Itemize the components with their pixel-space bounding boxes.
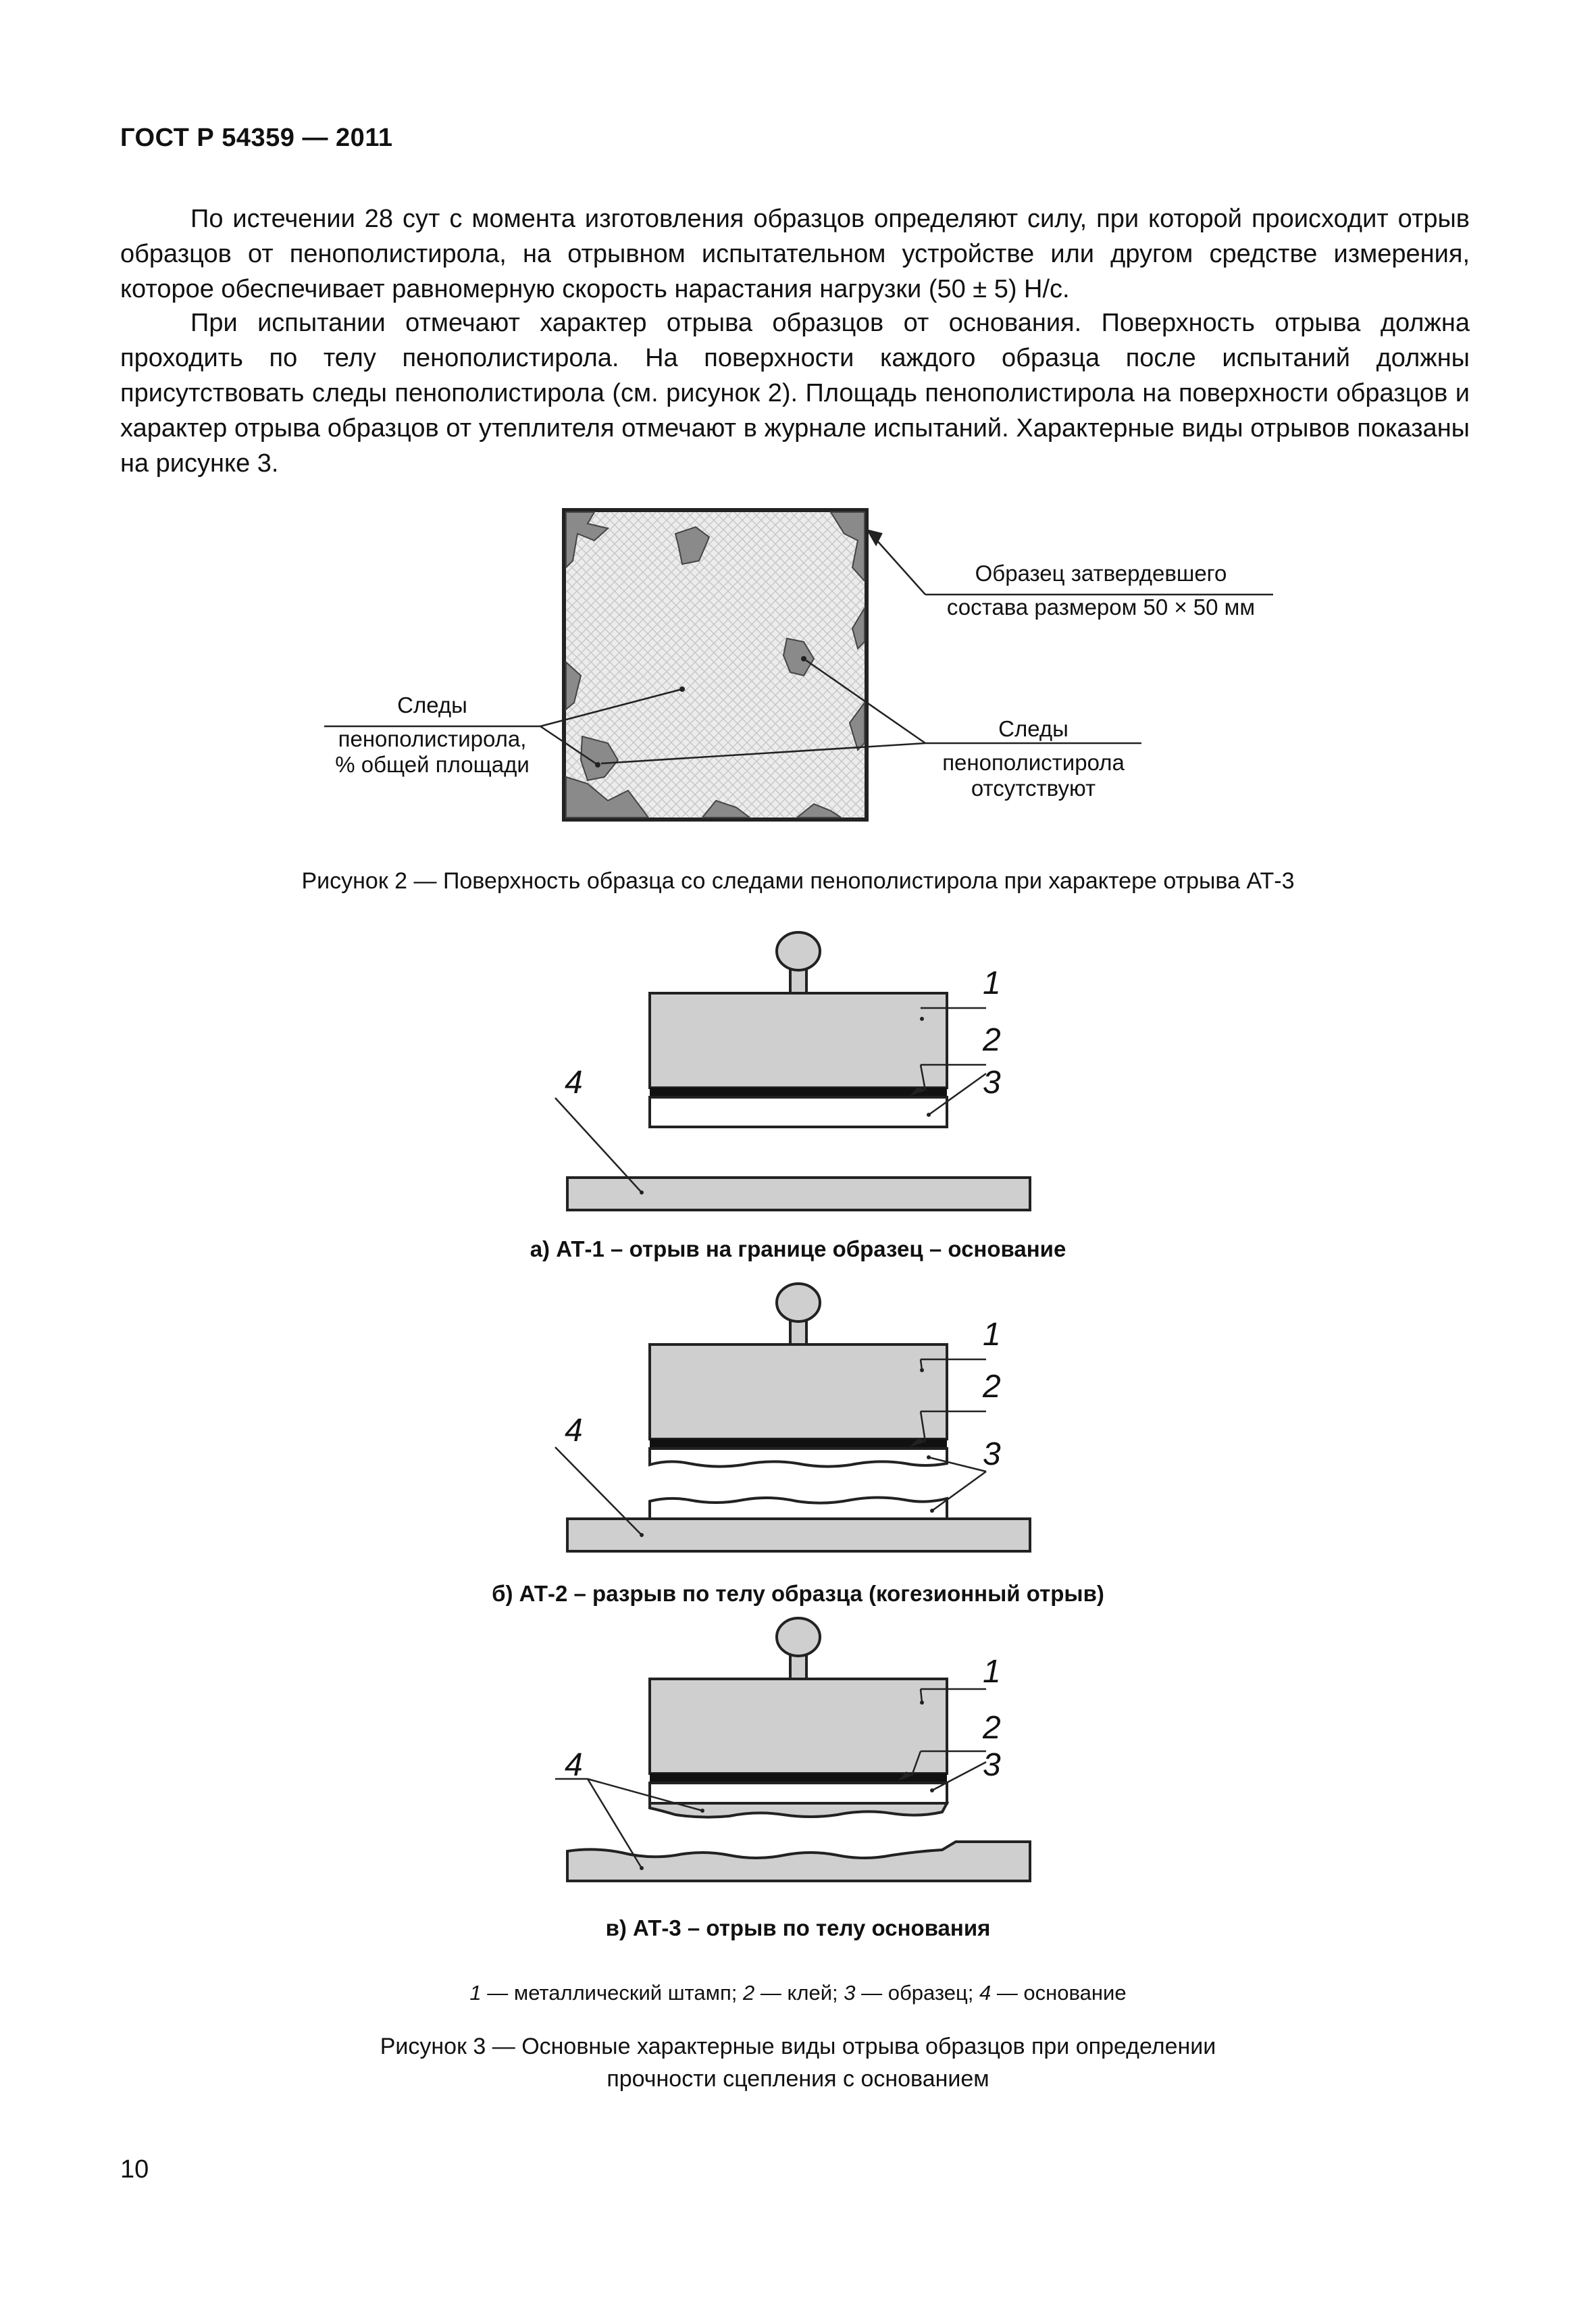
label-c-2: 2 bbox=[983, 1710, 1001, 1746]
callout-no-traces-line3: отсутствуют bbox=[971, 776, 1096, 801]
label-b-1: 1 bbox=[983, 1317, 1001, 1353]
legend-n4: 4 bbox=[979, 1981, 992, 2005]
callout-sample-line1: Образец затвердевшего bbox=[975, 561, 1227, 586]
label-a-2: 2 bbox=[983, 1022, 1001, 1058]
callout-traces-line2: пенополистирола, bbox=[338, 726, 527, 751]
callout-sample-line2: состава размером 50 × 50 мм bbox=[946, 595, 1256, 620]
paragraph-2-text: При испытании отмечают характер отрыва образцов от основания. Поверхность отрыва должна проходить по телу пенополистирола. На поверхности каждого образца после испытаний должны присутствовать следы пенополистирола (см. рисунок 2). Площадь пенополистирола на поверхности образцов и характер отрыва образцов от утеплителя отмечают в журнале испытаний. Характерные виды отрывов показаны на рисунке 3. bbox=[120, 309, 1470, 478]
sample-b-upper bbox=[650, 1449, 947, 1467]
adhesive-b bbox=[650, 1439, 947, 1449]
diagram-c-label: в) АТ-3 – отрыв по телу основания bbox=[605, 1915, 991, 1940]
label-c-3: 3 bbox=[983, 1747, 1001, 1783]
callout-no-traces-line1: Следы bbox=[998, 716, 1069, 741]
label-c-4: 4 bbox=[565, 1747, 583, 1783]
label-c-1: 1 bbox=[983, 1654, 1001, 1690]
metal-stamp-a bbox=[650, 993, 947, 1088]
callout-traces bbox=[317, 693, 547, 778]
callout-sample bbox=[939, 561, 1263, 620]
sample-b-lower bbox=[650, 1498, 947, 1519]
diagram-b-label: б) АТ-2 – разрыв по телу образца (когезионный отрыв) bbox=[492, 1581, 1104, 1606]
callout-traces-line1: Следы bbox=[397, 693, 467, 718]
stamp-knob-b bbox=[777, 1284, 820, 1344]
label-a-4: 4 bbox=[565, 1065, 583, 1101]
callout-traces-line3: % общей площади bbox=[335, 752, 530, 777]
callout-no-traces bbox=[932, 716, 1135, 801]
base-fragment-c bbox=[650, 1803, 947, 1817]
sample-a bbox=[650, 1097, 947, 1127]
figure-3-legend bbox=[0, 1981, 1596, 2005]
sample-c bbox=[650, 1783, 947, 1803]
figure-3-caption-line2: прочности сцепления с основанием bbox=[607, 2066, 989, 2092]
legend-t3: — образец; bbox=[855, 1981, 979, 2005]
label-b-3: 3 bbox=[983, 1436, 1001, 1472]
diagram-a bbox=[555, 932, 1030, 1210]
sample-square bbox=[564, 510, 867, 820]
callout-no-traces-line2: пенополистирола bbox=[942, 750, 1125, 775]
label-b-2: 2 bbox=[983, 1369, 1001, 1405]
legend-t2: — клей; bbox=[754, 1981, 844, 2005]
legend-t4: — основание bbox=[991, 1981, 1127, 2005]
base-b bbox=[567, 1519, 1030, 1551]
diagram-c bbox=[555, 1618, 1030, 1881]
document-header: ГОСТ Р 54359 — 2011 bbox=[120, 124, 393, 152]
label-b-4: 4 bbox=[565, 1413, 583, 1449]
metal-stamp-c bbox=[650, 1679, 947, 1774]
figure-3-drawing bbox=[0, 919, 1596, 1959]
legend-t1: — металлический штамп; bbox=[481, 1981, 743, 2005]
base-a bbox=[567, 1178, 1030, 1210]
metal-stamp-b bbox=[650, 1344, 947, 1439]
label-a-1: 1 bbox=[983, 965, 1001, 1001]
legend-n2: 2 bbox=[742, 1981, 755, 2005]
label-a-3: 3 bbox=[983, 1065, 1001, 1101]
diagram-b bbox=[555, 1284, 1030, 1551]
figure-2-caption: Рисунок 2 — Поверхность образца со следами пенополистирола при характере отрыва АТ-3 bbox=[301, 868, 1295, 894]
diagram-a-label: а) АТ-1 – отрыв на границе образец – основание bbox=[530, 1236, 1066, 1261]
stamp-knob-a bbox=[777, 932, 820, 993]
figure-2-drawing bbox=[0, 0, 1596, 851]
legend-n1: 1 bbox=[469, 1981, 482, 2005]
legend-n3: 3 bbox=[844, 1981, 856, 2005]
stamp-knob-c bbox=[777, 1618, 820, 1679]
paragraph-1-text: По истечении 28 сут с момента изготовления образцов определяют силу, при которой происходит отрыв образцов от пенополистирола, на отрывном испытательном устройстве или другом средстве измерения, которое обеспечивает равномерную скорость нарастания нагрузки (50 ± 5) Н/с. bbox=[120, 205, 1470, 303]
figure-3-caption-line1: Рисунок 3 — Основные характерные виды отрыва образцов при определении bbox=[380, 2034, 1216, 2059]
page-number: 10 bbox=[120, 2155, 149, 2184]
adhesive-a bbox=[650, 1088, 947, 1097]
